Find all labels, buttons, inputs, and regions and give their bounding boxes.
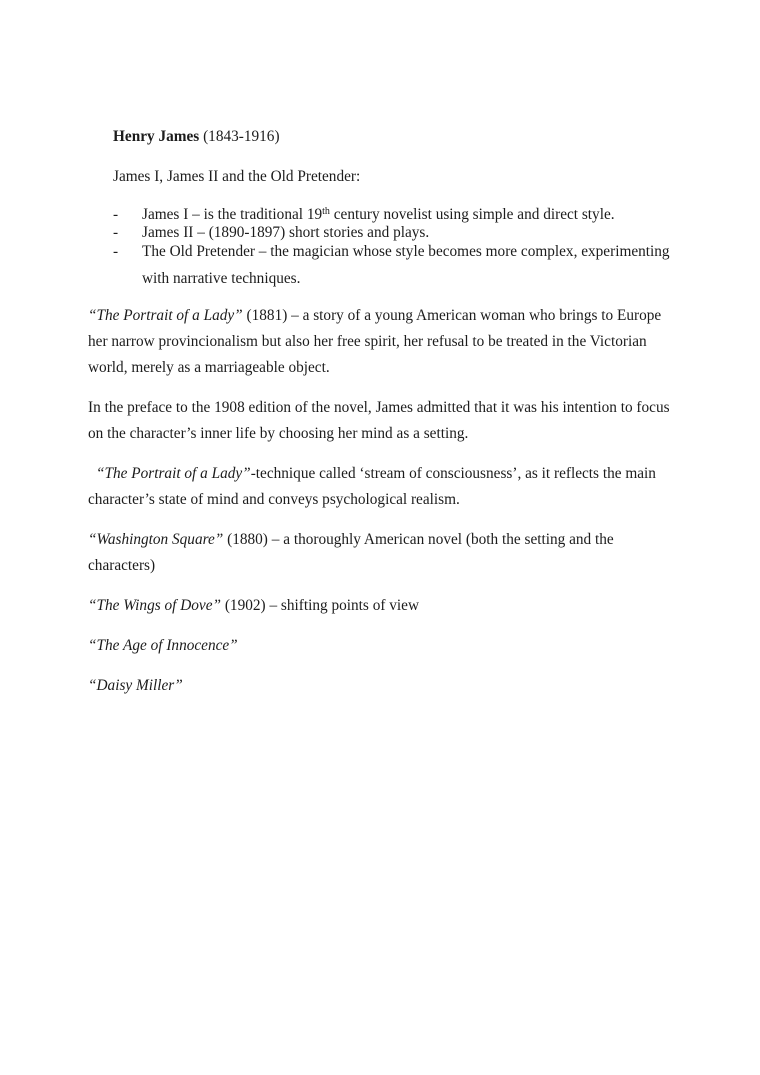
list-dash-bullet: -	[113, 224, 119, 241]
text-run: -technique called ‘stream of consciousness’, as it reflects the main character’s state of mind and conveys psychological realism.	[88, 465, 656, 508]
james-personas-list	[113, 206, 670, 292]
list-item-text	[142, 238, 670, 292]
text-run: “Washington Square”	[88, 531, 224, 548]
paragraph	[88, 395, 670, 447]
list-item	[113, 206, 670, 224]
text-run: The Old Pretender – the magician whose style becomes more complex, experimenting with narrative techniques.	[142, 243, 670, 287]
paragraph	[88, 593, 670, 619]
paragraph	[88, 303, 670, 381]
text-run: “The Wings of Dove”	[88, 597, 222, 614]
subheading: James I, James II and the Old Pretender:	[113, 168, 361, 185]
text-run: (1902) – shifting points of view	[221, 597, 420, 614]
text-run: James I – is the traditional 19	[142, 206, 323, 223]
text-run: “The Portrait of a Lady”	[96, 465, 251, 482]
list-item-text	[142, 206, 615, 224]
paragraph	[88, 461, 670, 513]
list-dash-bullet: -	[113, 206, 119, 223]
list-dash-bullet: -	[113, 243, 119, 260]
text-run: century novelist using simple and direct style.	[329, 206, 615, 223]
text-run: (1881) – a story of a young American woman who brings to Europe her narrow provincionalism but also her free spirit, her refusal to be treated in the Victorian world, merely as a marriageable object.	[88, 307, 662, 376]
text-run: (1880) – a thoroughly American novel (both the setting and the characters)	[88, 531, 614, 574]
body-paragraphs	[88, 303, 670, 699]
text-run: (1843-1916)	[199, 128, 280, 145]
text-run: In the preface to the 1908 edition of the novel, James admitted that it was his intention to focus on the character’s inner life by choosing her mind as a setting.	[88, 399, 670, 442]
paragraph	[88, 673, 670, 699]
paragraph	[88, 527, 670, 579]
text-run: James II – (1890-1897) short stories and plays.	[142, 224, 430, 241]
text-run: “Daisy Miller”	[88, 677, 183, 694]
text-run: “The Portrait of a Lady”	[88, 307, 243, 324]
text-run: Henry James	[113, 128, 200, 145]
text-run: th	[322, 206, 330, 217]
author-heading	[113, 128, 670, 146]
paragraph	[88, 633, 670, 659]
text-run: “The Age of Innocence”	[88, 637, 238, 654]
list-item	[113, 238, 670, 292]
